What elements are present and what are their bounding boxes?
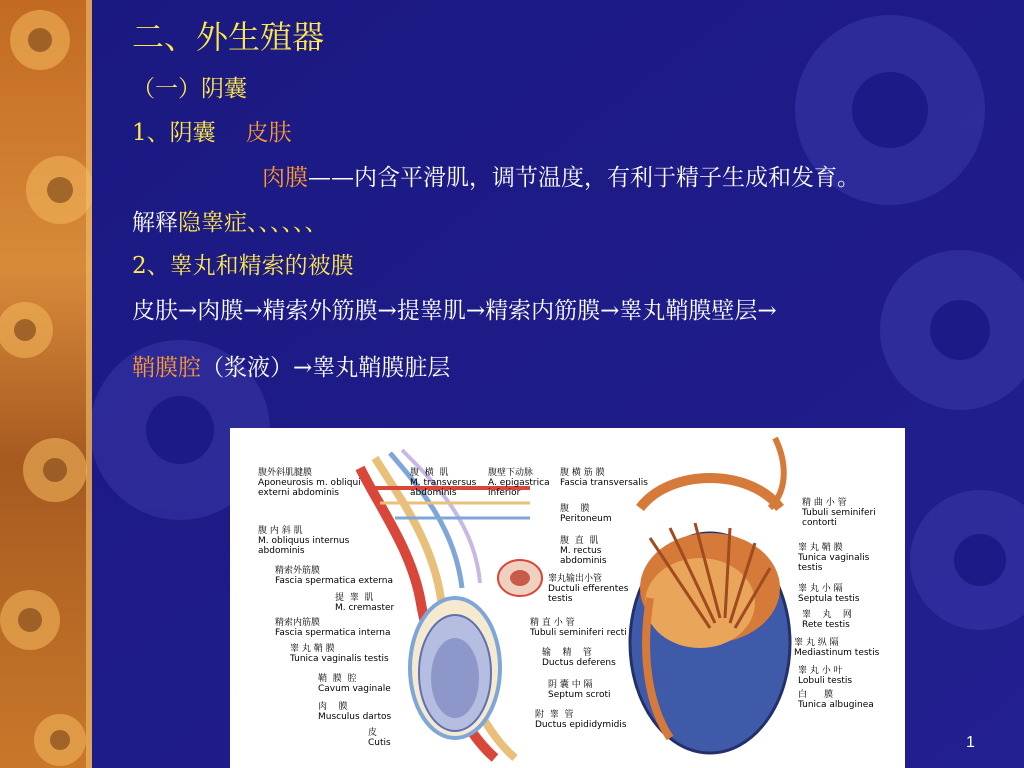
label-epididymis-duct: 附 睾 管 Ductus epididymidis (535, 710, 627, 730)
term-vaginal-cavity: 鞘膜腔 (132, 355, 201, 381)
content-line-3 (132, 210, 328, 238)
label-peritoneum: 腹 膜 Peritoneum (560, 504, 612, 524)
anatomy-figure (230, 428, 905, 768)
dartos-description: ——内含平滑肌，调节温度，有利于精子生成和发育。 (308, 165, 860, 191)
label-tunica-albuginea: 白 膜 Tunica albuginea (798, 690, 874, 710)
label-transversalis-fascia: 腹 横 筋 膜 Fascia transversalis (560, 468, 648, 488)
label-external-spermatic-fascia: 精索外筋膜 Fascia spermatica externa (275, 566, 394, 586)
label-efferent-ductules: 睾丸输出小管 Ductuli efferentes testis (548, 574, 629, 604)
term-skin: 皮肤 (245, 120, 292, 146)
testis-section-drawing (630, 438, 790, 753)
label-vaginal-cavity: 鞘 膜 腔 Cavum vaginale (318, 674, 391, 694)
label-lobuli: 睾 丸 小 叶 Lobuli testis (798, 666, 853, 686)
label-tunica-vaginalis: 睾 丸 鞘 膜 Tunica vaginalis testis (290, 644, 389, 664)
label-internal-spermatic-fascia: 精索内筋膜 Fascia spermatica interna (275, 618, 391, 638)
content-line-4: 2、睾丸和精索的被膜 (132, 253, 354, 279)
content-line-2 (262, 165, 860, 193)
vaginal-cavity-description: （浆液）→睾丸鞘膜脏层 (201, 355, 451, 381)
label-mediastinum: 睾 丸 纵 隔 Mediastinum testis (794, 638, 880, 658)
label-convoluted-tubules: 精 曲 小 管 Tubuli seminiferi contorti (802, 498, 876, 528)
label-septum-scroti: 阴 囊 中 隔 Septum scroti (548, 680, 611, 700)
term-scrotum: 1、阴囊 (132, 120, 216, 146)
content-line-5: 皮肤→肉膜→精索外筋膜→提睾肌→精索内筋膜→睾丸鞘膜壁层→ (132, 298, 777, 324)
section-subtitle: （一）阴囊 (132, 76, 247, 102)
term-dartos: 肉膜 (262, 165, 308, 191)
label-transversus: 腹 横 肌 M. transversus abdominis (410, 468, 477, 498)
label-rete-testis: 睾 丸 网 Rete testis (802, 610, 852, 630)
content-line-6 (132, 355, 450, 383)
label-dartos: 肉 膜 Musculus dartos (318, 702, 392, 722)
label-tunica-vaginalis-testis: 睾 丸 鞘 膜 Tunica vaginalis testis (798, 543, 870, 573)
label-rectus: 腹 直 肌 M. rectus abdominis (560, 536, 607, 566)
label-ductus-deferens: 输 精 管 Ductus deferens (542, 648, 616, 668)
page-number: 1 (966, 734, 975, 751)
content-line-1 (132, 120, 292, 148)
label-cremaster: 提 睾 肌 M. cremaster (335, 593, 395, 613)
label-epigastric-artery: 腹壁下动脉 A. epigastrica inferior (488, 468, 550, 498)
slide-title: 二、外生殖器 (132, 18, 325, 56)
label-septula-testis: 睾 丸 小 隔 Septula testis (798, 584, 860, 604)
label-aponeurosis: 腹外斜肌腱膜 Aponeurosis m. obliqui externi abdominis (258, 468, 361, 498)
label-internal-oblique: 腹 内 斜 肌 M. obliquus internus abdominis (258, 526, 350, 556)
explain-label: 解释 (132, 210, 178, 236)
label-straight-tubules: 精 直 小 管 Tubuli seminiferi recti (530, 618, 627, 638)
label-cutis: 皮 Cutis (368, 728, 391, 748)
left-gear-strip (0, 0, 92, 768)
term-cryptorchidism: 隐睾症、、、、、、 (178, 210, 328, 236)
